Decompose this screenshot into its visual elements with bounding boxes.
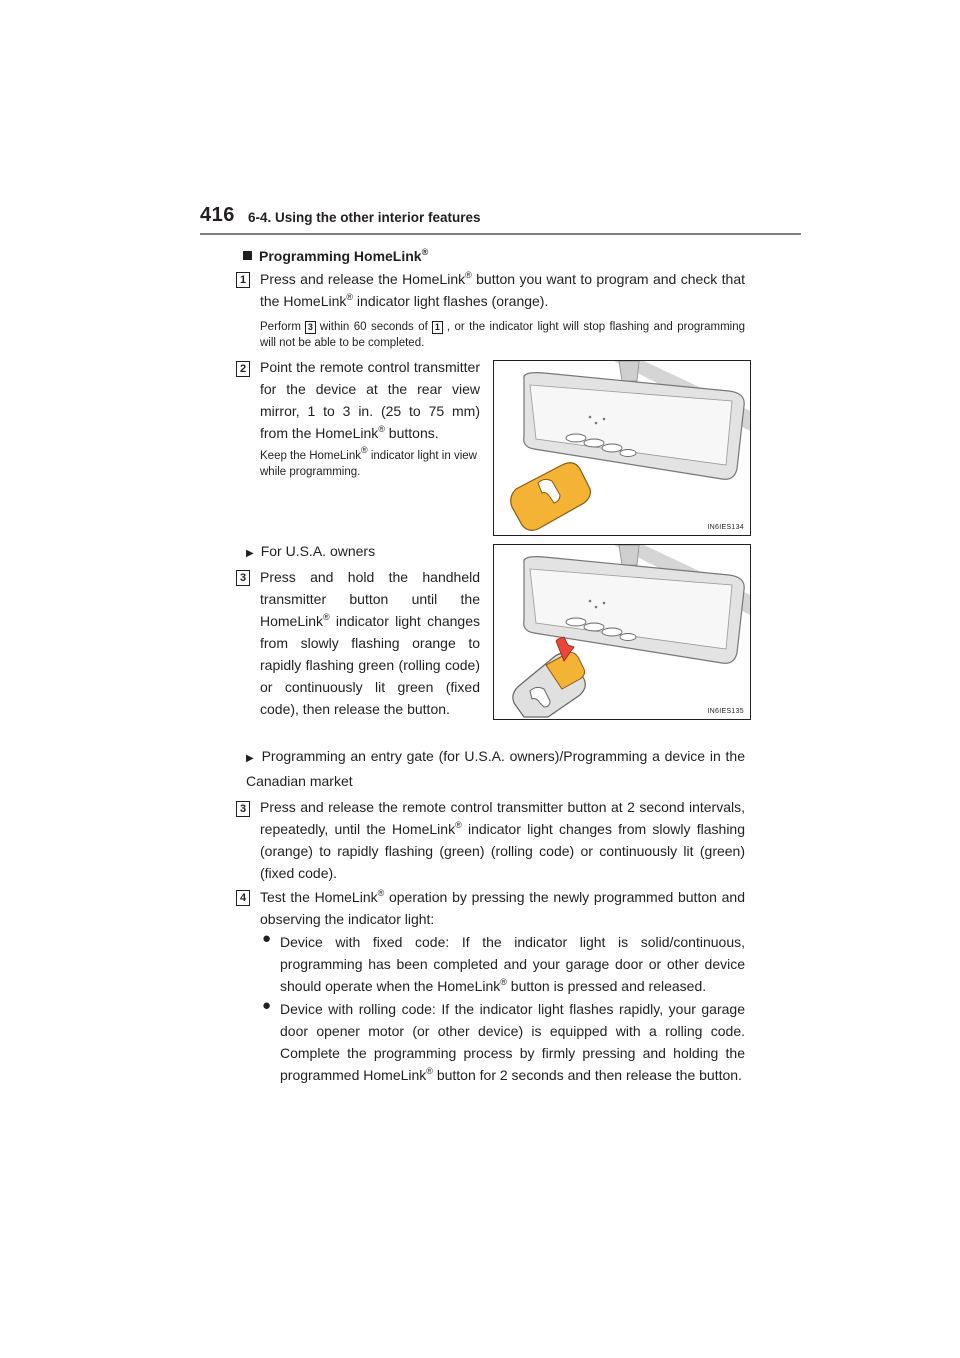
step-3-gate-text: Press and release the remote control transmitter button at 2 second intervals, repeatedly, until the HomeLink® indicator light changes from slowly flashing (orange) to rapidly flashing (green) (rolling code) or continuously lit (green) (fixed code). xyxy=(260,799,745,881)
step-4-text: Test the HomeLink® operation by pressing the newly programmed button and observing the indicator light: xyxy=(260,888,745,927)
step-number-3-gate: 3 xyxy=(236,801,250,817)
illustration-mirror-transmitter xyxy=(493,360,751,536)
usa-owners-label: ▶ For U.S.A. owners xyxy=(246,543,376,559)
step-number-2: 2 xyxy=(236,361,250,377)
step-1-note: Perform 3 within 60 seconds of 1 , or the indicator light will stop flashing and programming will not be able to be completed. xyxy=(260,321,745,349)
registered-mark: ® xyxy=(421,247,429,257)
step-1-text: Press and release the HomeLink® button you want to program and check that the HomeLink® indicator light flashes (orange). xyxy=(260,270,746,309)
illustration-press-transmitter xyxy=(493,544,751,720)
gate-canada-label: ▶ Programming an entry gate (for U.S.A. owners)/Programming a device in the Canadian market xyxy=(246,748,745,789)
bullet-icon: ● xyxy=(262,997,272,1014)
step-number-4: 4 xyxy=(236,890,250,906)
triangle-arrow-icon: ▶ xyxy=(246,548,254,559)
step-2-text: Point the remote control transmitter for the device at the rear view mirror, 1 to 3 in. (25 to 75 mm) from the HomeLink® buttons. xyxy=(260,359,480,441)
section-title: Programming HomeLink xyxy=(259,248,422,264)
header-rule xyxy=(200,233,801,235)
square-bullet-icon xyxy=(243,251,252,260)
triangle-arrow-icon: ▶ xyxy=(246,753,255,764)
step-ref-1: 1 xyxy=(432,321,443,334)
press-transmitter-drawing xyxy=(494,545,750,719)
page-number: 416 xyxy=(200,204,235,226)
step-3-usa-text: Press and hold the handheld transmitter button until the HomeLink® indicator light changes from slowly flashing orange to rapidly flashing green (rolling code) or continuously lit green (fixed code), then release the button. xyxy=(260,569,480,717)
fixed-code-text: Device with fixed code: If the indicator light is solid/continuous, programming has been completed and your garage door or other device should operate when the HomeLink® button is pressed and released. xyxy=(280,934,745,994)
step-2-note: Keep the HomeLink® indicator light in view while programming. xyxy=(260,445,477,478)
step-number-1: 1 xyxy=(236,272,250,288)
chapter-title: 6-4. Using the other interior features xyxy=(248,210,481,225)
bullet-icon: ● xyxy=(262,930,272,947)
rolling-code-text: Device with rolling code: If the indicator light flashes rapidly, your garage door opener motor (or other device) is equipped with a rolling code. Complete the programming process by firmly pressing and holding the programmed HomeLink® button for 2 seconds and then release the button. xyxy=(280,1001,745,1083)
step-ref-3: 3 xyxy=(305,321,316,334)
figure-code-1: IN6IES134 xyxy=(707,524,744,531)
step-number-3-usa: 3 xyxy=(236,570,250,586)
figure-code-2: IN6IES135 xyxy=(707,708,744,715)
mirror-transmitter-drawing xyxy=(494,361,750,535)
section-heading xyxy=(243,248,428,264)
